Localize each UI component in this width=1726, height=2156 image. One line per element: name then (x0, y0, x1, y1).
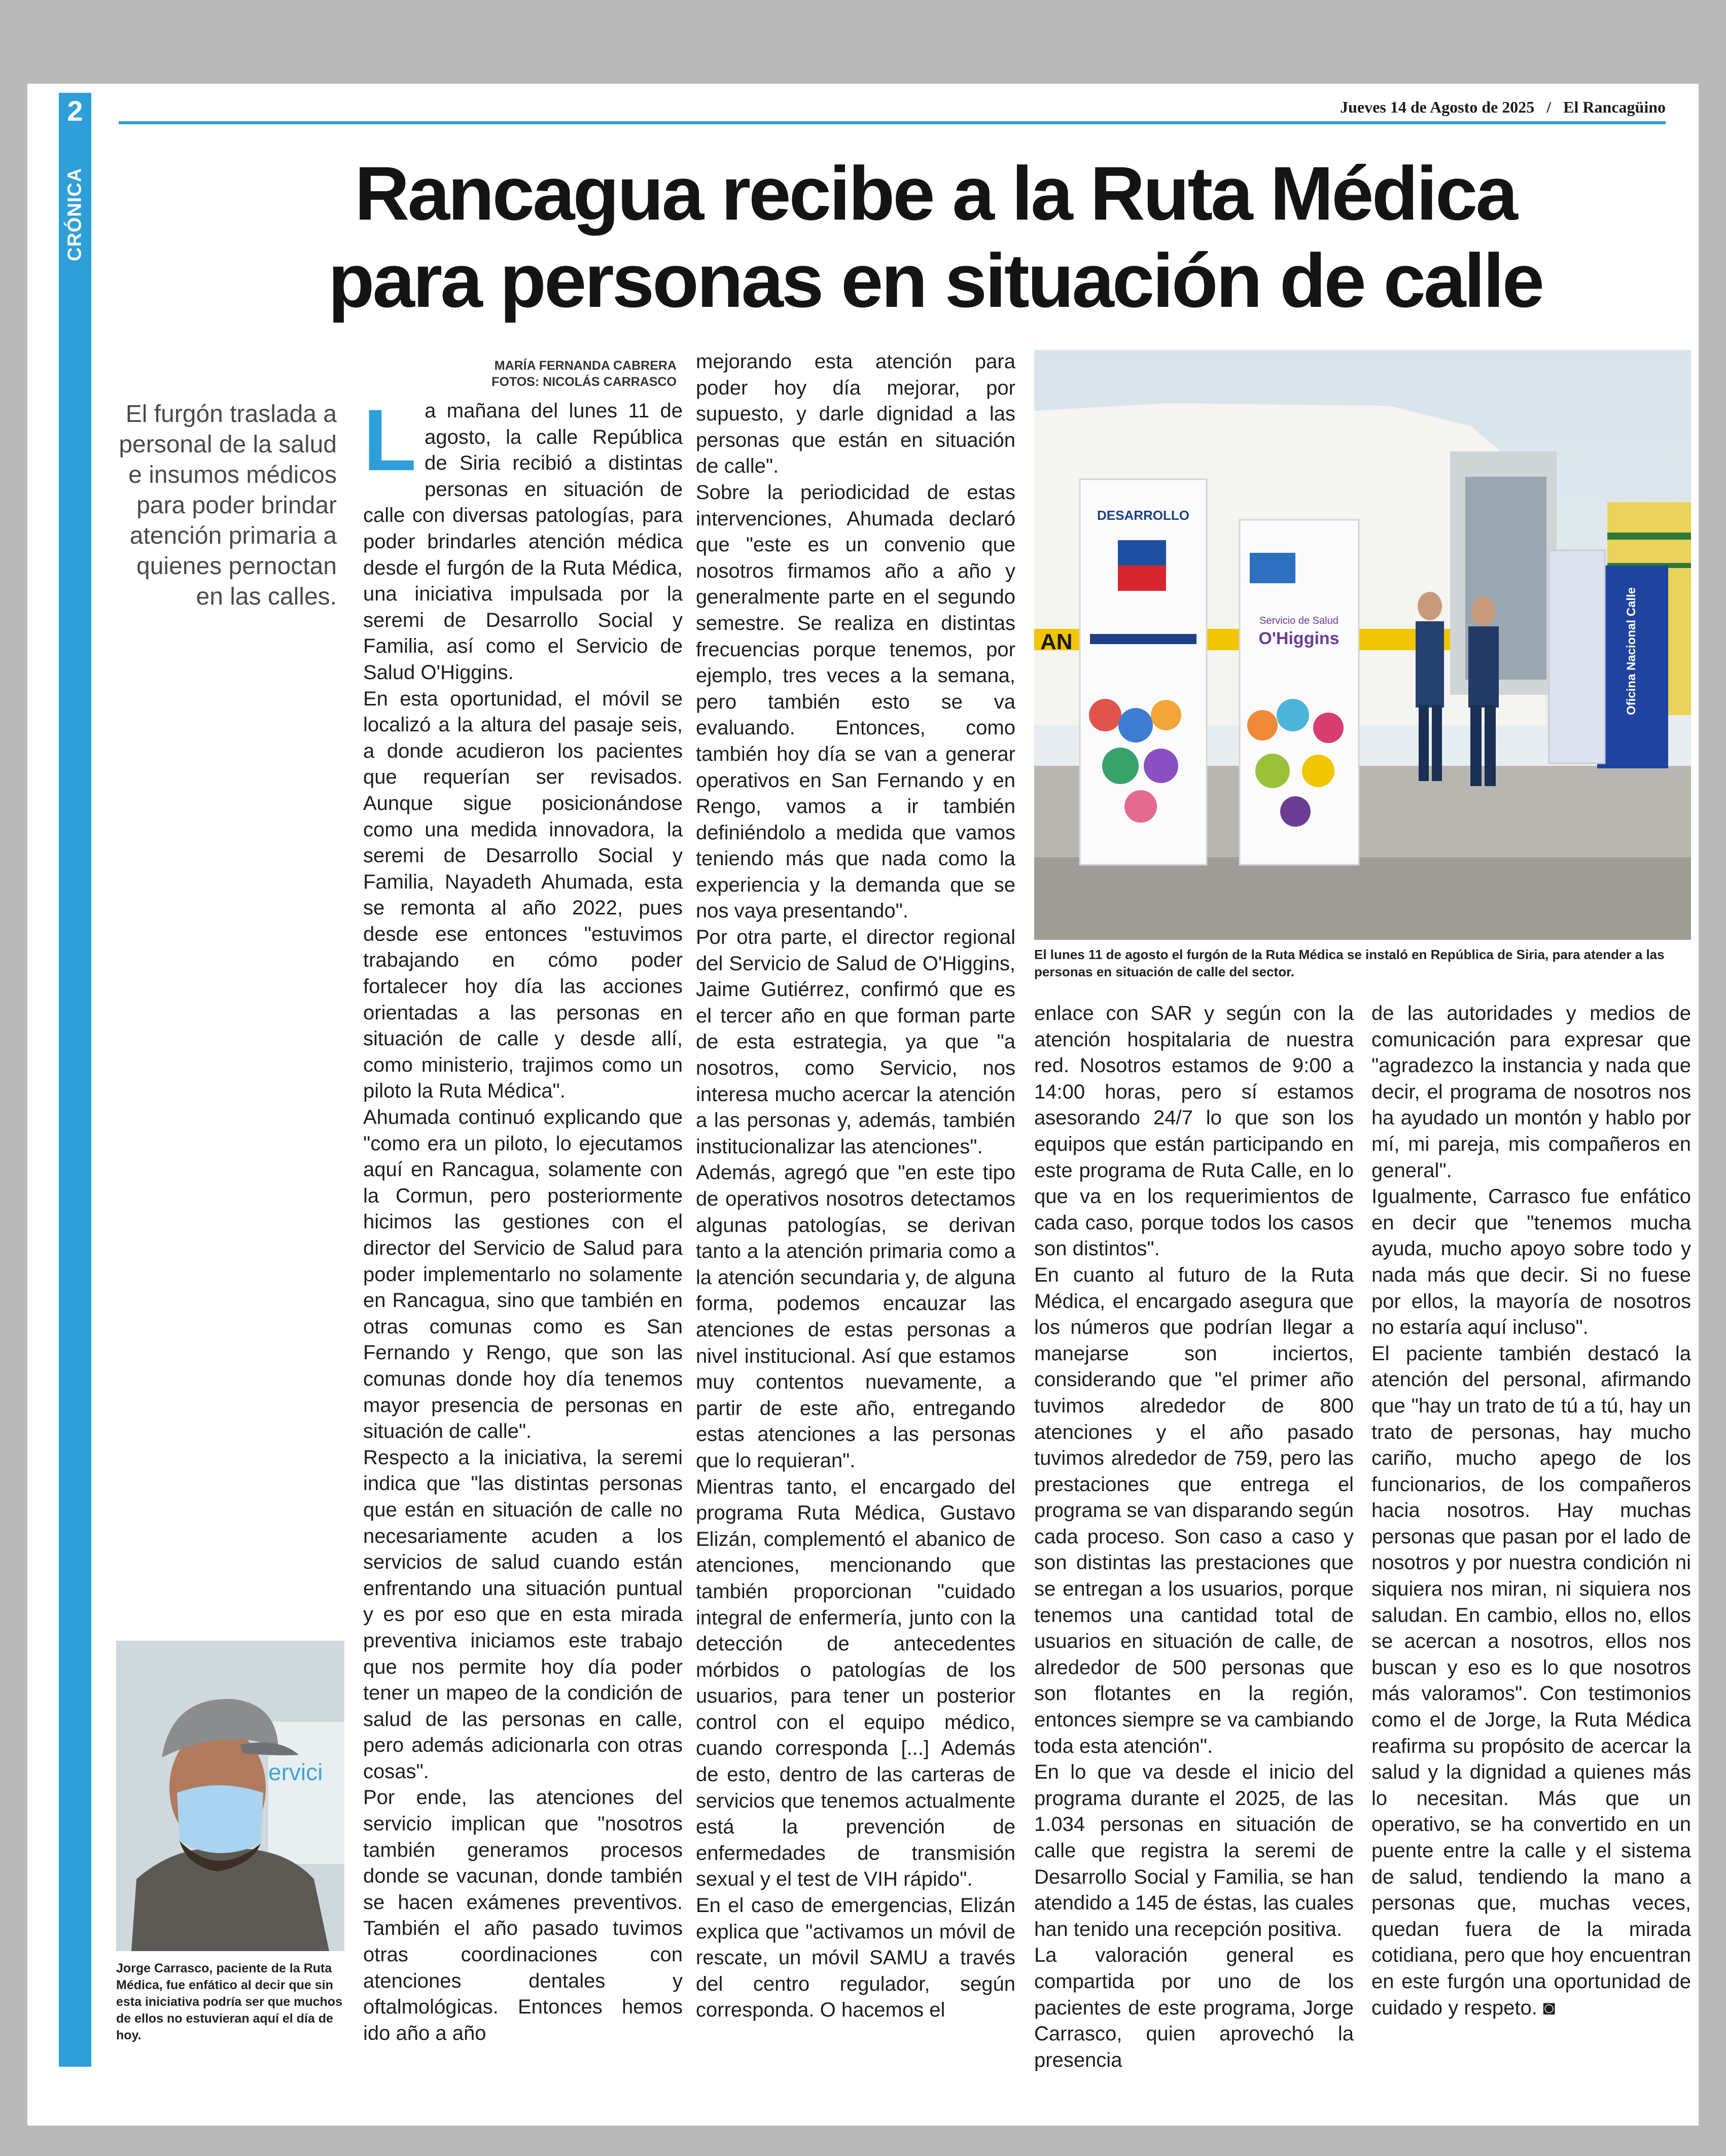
portrait-caption: Jorge Carrasco, paciente de la Ruta Médica, fue enfático al decir que sin esta iniciativa podría ser que muchos de ellos no estuvieran aquí el día de hoy. (116, 1961, 342, 2042)
portrait-background-lettering: ervici (268, 1759, 323, 1785)
newspaper-page (27, 84, 1699, 2126)
article-column-3 (1034, 1001, 1354, 2156)
banner-oficina-calle: Oficina Nacional Calle (1625, 587, 1638, 715)
headline-line-1: Rancagua recibe a la Ruta Médica (355, 151, 1516, 236)
paragraph: a mañana del lunes 11 de agosto, la calle República de Siria recibió a distintas personas en situación de calle con diversas patologías, para poder brindarles atención médica desde el furgón de la Ruta Médica, una iniciativa impulsada por la seremi de Desarrollo Social y Familia, así como el Servicio de Salud O'Higgins. (363, 400, 683, 684)
page-header (119, 84, 1666, 124)
paragraph: enlace con SAR y según con la atención hospitalaria de nuestra red. Nosotros estamos de 9:00 a 14:00 horas, pero sí estamos asesorando 24/7 lo que son los equipos que están participando en este programa de Ruta Calle, en lo que va en los requerimientos de cada caso, porque todos los casos son distintos". (1034, 1002, 1354, 1260)
van-lettering: AN (1040, 629, 1073, 654)
article-column-4 (1371, 1001, 1691, 2156)
article-column-2 (696, 349, 1015, 2156)
paragraph: mejorando esta atención para poder hoy día mejorar, por supuesto, y darle dignidad a las personas que están en situación de calle". (696, 350, 1015, 478)
byline-author: MARÍA FERNANDA CABRERA (494, 359, 677, 373)
paragraph: Ahumada continuó explicando que "como era un piloto, lo ejecutamos aquí en Rancagua, solamente con la Cormun, pero posteriormente hicimos las gestiones con el director del Servicio de Salud para poder implementarlo no solamente en Rancagua, sino que también en otras comunas como es San Fernando y Rengo, que son las comunas donde hoy día tenemos mayor presencia de personas en situación de calle". (363, 1106, 683, 1443)
van-scene-image (1034, 350, 1691, 940)
paragraph: Por ende, las atenciones del servicio implican que "nosotros también generamos procesos donde se vacunan, donde también se hacen exámenes preventivos. También el año pasado tuvimos otras coordinaciones con atenciones dentales y oftalmológicas. Entonces hemos ido año a año (363, 1786, 683, 2044)
paragraph: Por otra parte, el director regional del Servicio de Salud de O'Higgins, Jaime Gutiérrez, confirmó que es el tercer año en que forman parte de esta estrategia, ya que "a nosotros, como Servicio, nos interesa mucho acercar la atención a las personas y, además, también institucionalizar las atenciones". (696, 926, 1015, 1158)
main-photo (1034, 350, 1691, 940)
byline-photos: FOTOS: NICOLÁS CARRASCO (491, 375, 677, 389)
paragraph-text: El paciente también destacó la atención del personal, afirmando que "hay un trato de tú a tú, hay un trato de personas, hay mucho cariño, mucho apego de los funcionarios, de los compañeros hacia nosotros. Hay muchas personas que pasan por el lado de nosotros y por nuestra condición ni siquiera nos miran, ni siquiera nos saludan. En cambio, ellos no, ellos se acercan a nosotros, ellos nos buscan y eso es lo que nosotros más valoramos". Con testimonios como el de Jorge, la Ruta Médica reafirma su propósito de acercar la salud y la dignidad a quienes más lo necesitan. Más que un operativo, se ha convertido en un puente entre la calle y el sistema de salud, tendiendo la mano a personas que, muchas veces, quedan fuera de la mirada cotidiana, pero que hoy encuentran en este furgón una oportunidad de cuidado y respeto. (1371, 1342, 1691, 2019)
drop-cap: L (363, 392, 417, 489)
header-rule (119, 121, 1666, 124)
paragraph: Mientras tanto, el encargado del programa Ruta Médica, Gustavo Elizán, complementó el abanico de atenciones, mencionando que también proporcionan "cuidado integral de enfermería, junto con la detección de antecedentes mórbidos o patologías de los usuarios, para tener un posterior control con el equipo médico, cuando corresponda [...] Además de esto, dentro de las carteras de servicios que tenemos actualmente está la prevención de enfermedades de transmisión sexual y el test de VIH rápido". (696, 1475, 1015, 1891)
paragraph (1371, 1341, 1691, 2021)
portrait-photo (116, 1641, 344, 1951)
page-number: 2 (67, 95, 83, 127)
patient-portrait-image (116, 1641, 344, 1951)
paragraph: En lo que va desde el inicio del programa durante el 2025, de las 1.034 personas en situación de calle que registra la seremi de Desarrollo Social y Familia, se han atendido a 145 de éstas, las cuales han tenido una recepción positiva. (1034, 1761, 1354, 1940)
banner-servicio: Servicio de Salud (1259, 615, 1338, 626)
paragraph: de las autoridades y medios de comunicación para expresar que "agradezco la instancia y nada que decir, el programa de nosotros nos ha ayudado un montón y hablo por mí, mi pareja, mis compañeros en general". (1371, 1002, 1691, 1182)
paragraph: Respecto a la iniciativa, la seremi indica que "las distintas personas que están en situación de calle no necesariamente acuden a los servicios de salud cuando están enfrentando una situación puntual y es por eso que en esta mirada preventiva iniciamos este trabajo que nos permite hoy día poder tener un mapeo de la condición de salud de las personas en calle, pero además adicionarla con otras cosas". (363, 1446, 683, 1783)
paragraph: Además, agregó que "en este tipo de operativos nosotros detectamos algunas patologías, se derivan tanto a la atención primaria como a la atención secundaria y, de alguna forma, podemos encauzar las atenciones de estas personas a nivel institucional. Así que estamos muy contentos nuevamente, a partir de este año, entregando estas atenciones a las personas que lo requieran". (696, 1161, 1015, 1472)
headline-line-2: para personas en situación de calle (328, 238, 1543, 323)
banner-ohiggins: O'Higgins (1258, 629, 1340, 648)
paragraph: Igualmente, Carrasco fue enfático en decir que "tenemos mucha ayuda, mucho apoyo sobre todo y nada más que decir. Si no fuese por ellos, la mayoría de nosotros no estaría aquí incluso". (1371, 1185, 1691, 1339)
issue-date: Jueves 14 de Agosto de 2025 / El Rancagüino (1340, 98, 1666, 116)
banner-desarrollo: DESARROLLO (1097, 508, 1189, 523)
byline (362, 358, 677, 390)
section-sidebar (59, 93, 91, 2067)
paragraph: En cuanto al futuro de la Ruta Médica, el encargado asegura que los números que podrían llegar a manejarse son inciertos, considerando que "el primer año tuvimos alrededor de 800 atenciones y el año pasado tuvimos alrededor de 759, pero las prestaciones que entrega el programa se van disparando según cada proceso. Son caso a caso y son distintas las prestaciones que se entregan a los usuarios, porque tenemos una cantidad total de usuarios en situación de calle, de alrededor de 500 personas que son flotantes en la región, entonces siempre se va cambiando toda esta atención". (1034, 1263, 1354, 1757)
article-dek: El furgón traslada a personal de la salud e insumos médicos para poder brindar atención primaria a quienes pernoctan en las calles. (119, 401, 337, 610)
section-label: CRÓNICA (64, 167, 86, 262)
end-mark-icon: ◙ (1543, 1996, 1556, 2019)
main-photo-caption: El lunes 11 de agosto el furgón de la Ruta Médica se instaló en República de Siria, para atender a las personas en situación de calle del sector. (1034, 947, 1665, 979)
article-headline (210, 150, 1661, 324)
article-column-1 (363, 392, 683, 2156)
paragraph: En esta oportunidad, el móvil se localizó a la altura del pasaje seis, a donde acudieron los pacientes que requerían ser revisados. Aunque sigue posicionándose como una medida innovadora, la seremi de Desarrollo Social y Familia, Nayadeth Ahumada, esta se remonta al año 2022, pues desde ese entonces "estuvimos trabajando en cómo poder fortalecer hoy día las acciones orientadas a las personas en situación de calle y desde allí, como ministerio, trajimos como un piloto la Ruta Médica". (363, 687, 683, 1103)
paragraph: En el caso de emergencias, Elizán explica que "activamos un móvil de rescate, un móvil SAMU a través del centro regulador, según corresponda. O hacemos el (696, 1894, 1015, 2022)
paragraph: La valoración general es compartida por uno de los pacientes de este programa, Jorge Carrasco, quien aprovechó la presencia (1034, 1944, 1354, 2071)
paragraph: Sobre la periodicidad de estas intervenciones, Ahumada declaró que "este es un convenio que nosotros firmamos año a año y generalmente parte en el segundo semestre. Se realiza en distintas frecuencias porque tenemos, por ejemplo, tres veces a la semana, pero también esto se va evaluando. Entonces, como también hoy día se van a generar operativos en San Fernando y en Rengo, vamos a ir también definiéndolo a medida que vamos teniendo más que nada como la experiencia y la demanda que se nos vaya presentando". (696, 481, 1015, 923)
